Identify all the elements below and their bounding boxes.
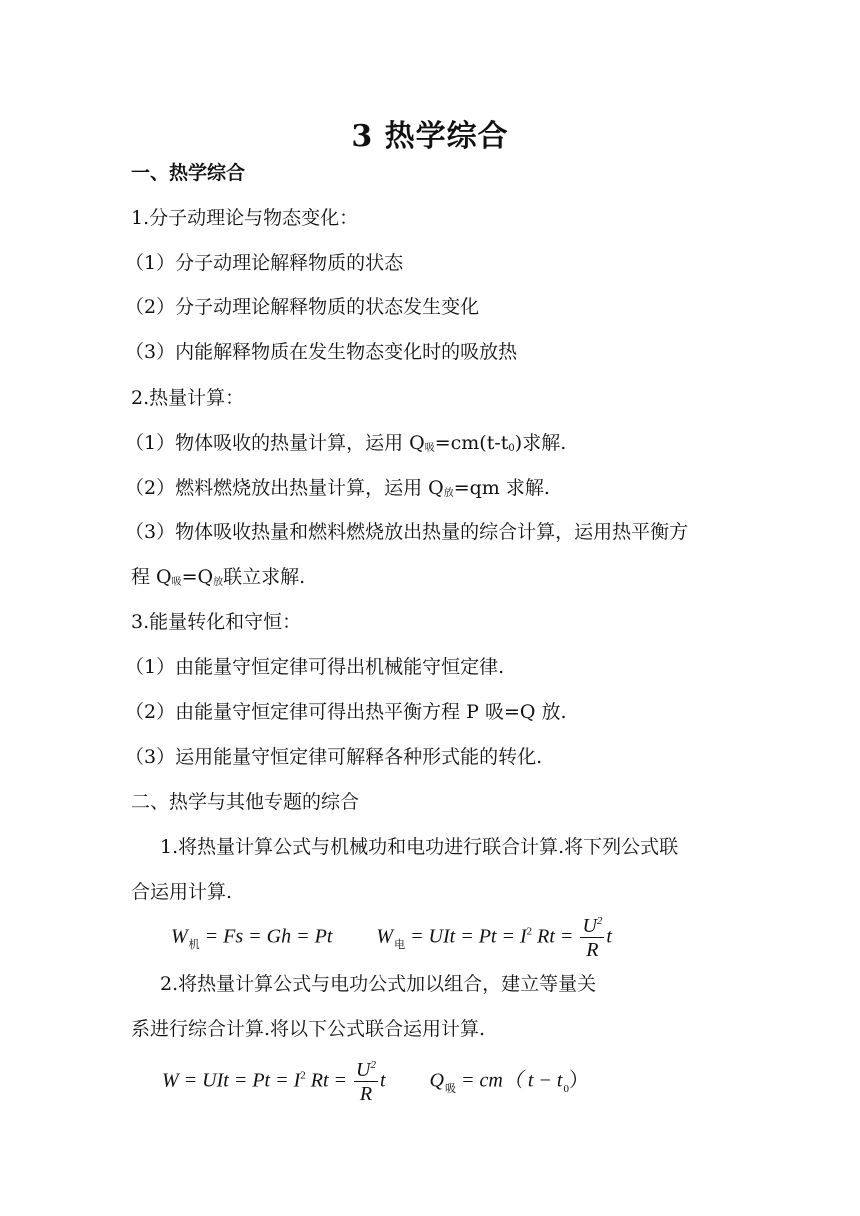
paragraph: （3）内能解释物质在发生物态变化时的吸放热 [125, 341, 518, 363]
paragraph: （2）分子动理论解释物质的状态发生变化 [125, 296, 480, 318]
formula-work: $W_机 = Fs = Gh = Pt$ $W_电$ = UIt = $Pt = I^2$ Rt = $\frac{U^2}{R}$ t [171, 915, 612, 961]
fraction: $\frac{U^2}{R}$ [356, 1059, 376, 1105]
paragraph: （1）分子动理论解释物质的状态 [125, 252, 404, 274]
paragraph: 1.将热量计算公式与机械功和电功进行联合计算.将下列公式联 [160, 836, 679, 858]
paragraph: 合运用计算. [131, 881, 233, 903]
page-title: 3 热学综合 [351, 119, 509, 154]
formula-heat: W = UIt = $Pt = I^2$ Rt = $\frac{U^2}{R}$ t $Q_吸 = cm$（ $t - t_0$） [162, 1059, 589, 1105]
paragraph: （1）物体吸收的热量计算，运用 $Q_吸=cm(t-t_0)$求解. [125, 432, 567, 454]
paragraph: （2）由能量守恒定律可得出热平衡方程 P 吸=Q 放. [125, 701, 567, 723]
paragraph: （1）由能量守恒定律可得出机械能守恒定律. [125, 656, 505, 678]
paragraph: （2）燃料燃烧放出热量计算，运用 $Q_放=qm$ 求解. [125, 477, 550, 499]
paragraph: 2.热量计算： [131, 387, 245, 409]
paragraph: 2.将热量计算公式与电功公式加以组合，建立等量关 [160, 973, 597, 995]
paragraph: （3）物体吸收热量和燃料燃烧放出热量的综合计算，运用热平衡方 [125, 521, 689, 543]
section1-heading: 一、热学综合 [131, 162, 246, 184]
section2-heading: 二、热学与其他专题的综合 [131, 791, 360, 813]
paragraph: 程 $Q_吸=Q_放$联立求解. [131, 566, 306, 588]
paragraph: （3）运用能量守恒定律可解释各种形式能的转化. [125, 746, 543, 768]
paragraph: 1.分子动理论与物态变化： [131, 207, 359, 229]
fraction: $\frac{U^2}{R}$ [582, 915, 603, 961]
paragraph: 系进行综合计算.将以下公式联合运用计算. [131, 1018, 486, 1040]
paragraph: 3.能量转化和守恒： [131, 611, 302, 633]
